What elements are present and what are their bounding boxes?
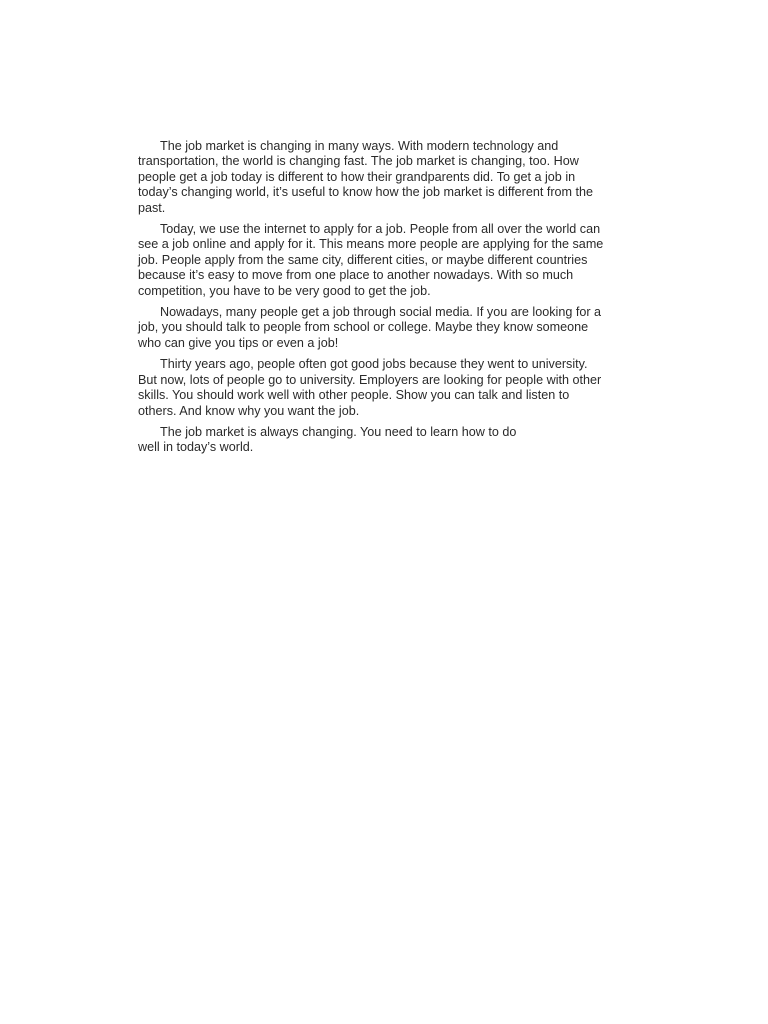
paragraph-4: Thirty years ago, people often got good jobs because they went to university. But now, lots of people go to university. Employers are looking for people with other skills. You should work well with other people. Show you can talk and listen to others. And know why you want the job. [138,357,602,418]
paragraph-2: Today, we use the internet to apply for a job. People from all over the world can see a job online and apply for it. This means more people are applying for the same job. People apply from the same city, different cities, or maybe different countries because it’s easy to move from one place to another nowadays. With so much competition, you have to be very good to get the job. [138,222,604,298]
paragraph-3: Nowadays, many people get a job through social media. If you are looking for a job, you should talk to people from school or college. Maybe they know someone who can give you tips or even a job! [138,305,602,350]
paragraph-1: The job market is changing in many ways. With modern technology and transportation, the world is changing fast. The job market is changing, too. How people get a job today is different to how their grandparents did. To get a job in today’s changing world, it’s useful to know how the job market is different from the past. [138,139,594,215]
article-body [138,139,608,462]
paragraph-5: The job market is always changing. You need to learn how to do well in today’s world. [138,424,517,455]
